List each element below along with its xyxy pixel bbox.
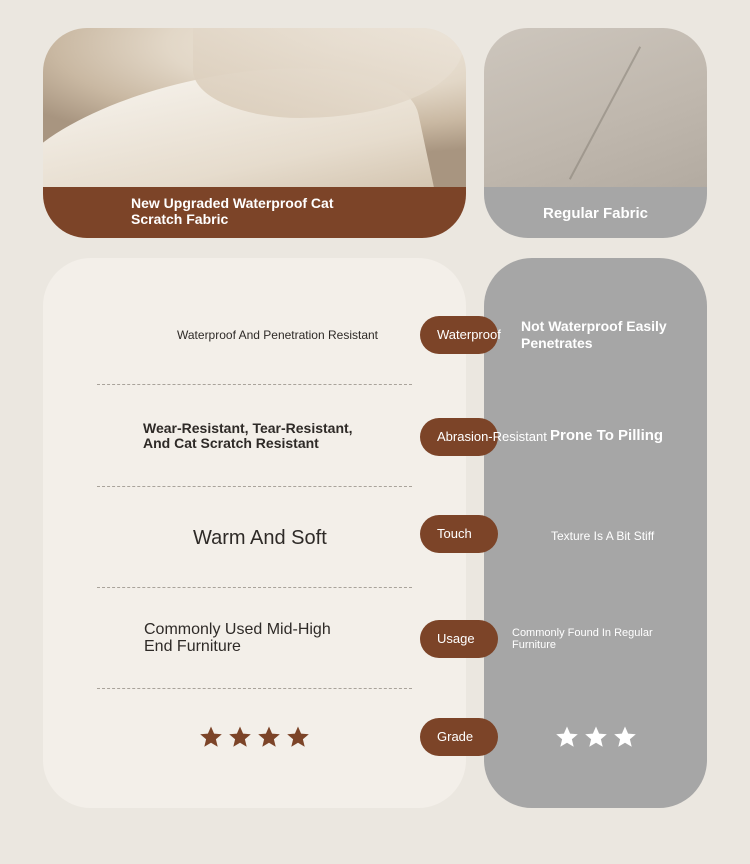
regular-grade-stars (555, 725, 637, 749)
upgraded-fabric-card (43, 28, 466, 238)
upgraded-abrasion-text: Wear-Resistant, Tear-Resistant, And Cat Scratch Resistant (143, 420, 353, 451)
regular-fabric-caption-bar (484, 187, 707, 238)
star-icon (257, 725, 281, 749)
row-divider (97, 384, 412, 385)
star-icon (286, 725, 310, 749)
upgraded-waterproof-text: Waterproof And Penetration Resistant (177, 328, 378, 342)
upgraded-usage-text: Commonly Used Mid-High End Furniture (144, 621, 331, 655)
attribute-label: Waterproof (437, 327, 501, 342)
row-divider (97, 587, 412, 588)
regular-abrasion-text: Prone To Pilling (550, 427, 664, 444)
attribute-pill-grade (420, 718, 498, 756)
regular-waterproof-text: Not Waterproof Easily Penetrates (521, 318, 667, 351)
regular-usage-text: Commonly Found In Regular Furniture (512, 627, 653, 651)
upgraded-fabric-caption-bar (43, 187, 466, 238)
attribute-label: Usage (437, 631, 475, 646)
regular-touch-text: Texture Is A Bit Stiff (551, 529, 655, 543)
attribute-label: Touch (437, 526, 472, 541)
star-icon (613, 725, 637, 749)
attribute-label: Abrasion-Resistant (437, 429, 547, 444)
attribute-label: Grade (437, 729, 474, 744)
star-icon (228, 725, 252, 749)
star-icon (555, 725, 579, 749)
star-icon (584, 725, 608, 749)
attribute-pill-usage (420, 620, 498, 658)
regular-fabric-photo (484, 28, 707, 187)
upgraded-grade-stars (199, 725, 310, 749)
attribute-pill-abrasion (420, 418, 547, 456)
upgraded-fabric-caption: New Upgraded Waterproof Cat Scratch Fabric (131, 195, 334, 227)
upgraded-touch-text: Warm And Soft (193, 527, 327, 549)
row-divider (97, 486, 412, 487)
star-icon (199, 725, 223, 749)
attribute-pill-touch (420, 515, 498, 553)
attribute-pill-waterproof (420, 316, 501, 354)
row-divider (97, 688, 412, 689)
regular-fabric-card (484, 28, 707, 238)
regular-fabric-caption: Regular Fabric (542, 205, 649, 222)
leather-photo (43, 28, 466, 187)
